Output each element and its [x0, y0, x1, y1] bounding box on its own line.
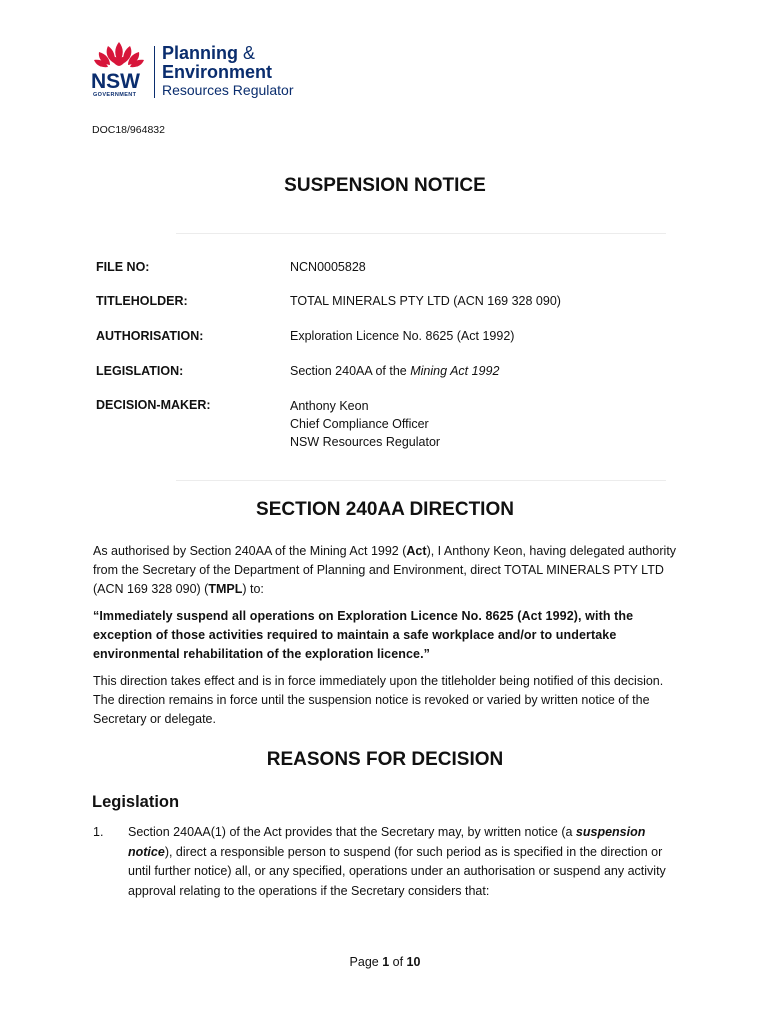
page-current: 1: [382, 955, 390, 969]
item-1-text-b: ), direct a responsible person to suspend (for such period as is specified in the direction or until further notice) all, or any specified, operations under an authorisation or suspend any activity approval relating to the operations if the Secretary considers that:: [128, 844, 666, 898]
nsw-logo: [90, 40, 320, 102]
decision-maker-org: NSW Resources Regulator: [290, 435, 441, 449]
document-title: SUSPENSION NOTICE: [284, 175, 486, 196]
divider-middle: [176, 480, 666, 481]
authorisation-label: AUTHORISATION:: [96, 329, 204, 343]
logo-nsw-text: NSW: [91, 70, 140, 93]
logo-planning: Planning: [162, 43, 238, 63]
logo-planning-text: [162, 43, 255, 64]
page-of-word: of: [389, 955, 407, 969]
reasons-heading: REASONS FOR DECISION: [266, 749, 504, 770]
item-1-text: [128, 823, 674, 901]
direction-quote: “Immediately suspend all operations on Exploration Licence No. 8625 (Act 1992), with the exception of those activities required to maintain a safe workplace and/or to undertake environmental rehabilitation of the exploration licence.”: [93, 609, 634, 661]
logo-government-text: GOVERNMENT: [93, 92, 137, 98]
item-1-number: 1.: [93, 825, 104, 839]
logo-divider: [154, 46, 155, 98]
page-word: Page: [349, 955, 383, 969]
logo-ampersand: &: [243, 43, 256, 63]
decision-maker-value: [290, 397, 440, 451]
legislation-value-prefix: Section 240AA of the: [290, 364, 411, 378]
logo-environment-text: Environment: [162, 62, 273, 82]
file-no-label: FILE NO:: [96, 260, 150, 274]
decision-maker-label: DECISION-MAKER:: [96, 398, 211, 412]
legislation-act-name: Mining Act 1992: [410, 364, 500, 378]
legislation-label: LEGISLATION:: [96, 364, 184, 378]
titleholder-label: TITLEHOLDER:: [96, 294, 188, 308]
item-1-defined-term: suspension notice: [128, 825, 646, 859]
direction-effect: This direction takes effect and is in force immediately upon the titleholder being notified of this decision. The direction remains in force until the suspension notice is revoked or varied by written notice of the Secretary or delegate.: [93, 674, 664, 726]
direction-intro-act: Act: [406, 544, 427, 558]
item-1-text-a: Section 240AA(1) of the Act provides that the Secretary may, by written notice (a: [128, 825, 576, 839]
direction-heading: SECTION 240AA DIRECTION: [256, 499, 514, 520]
divider-top: [176, 233, 666, 234]
authorisation-value: Exploration Licence No. 8625 (Act 1992): [290, 329, 515, 343]
direction-intro-1: As authorised by Section 240AA of the Mining Act 1992 (: [93, 544, 407, 558]
decision-maker-role: Chief Compliance Officer: [290, 417, 429, 431]
decision-maker-name: Anthony Keon: [290, 399, 369, 413]
page-total: 10: [406, 955, 421, 969]
logo-regulator-text: Resources Regulator: [162, 82, 294, 98]
direction-intro-2: ), I Anthony Keon, having delegated authority from the Secretary of the Department of Planning and Environment, direct TOTAL MINERALS PTY LTD (ACN 169 328 090) (: [93, 544, 677, 596]
legislation-value: [290, 364, 499, 378]
titleholder-value: TOTAL MINERALS PTY LTD (ACN 169 328 090): [290, 294, 561, 308]
legislation-subheading: Legislation: [92, 793, 180, 811]
direction-intro-3: ) to:: [242, 582, 264, 596]
direction-intro-tmpl: TMPL: [208, 582, 243, 596]
direction-intro: [93, 542, 683, 599]
page-footer: [0, 955, 770, 969]
document-reference: DOC18/964832: [92, 124, 165, 136]
file-no-value: NCN0005828: [290, 260, 366, 274]
